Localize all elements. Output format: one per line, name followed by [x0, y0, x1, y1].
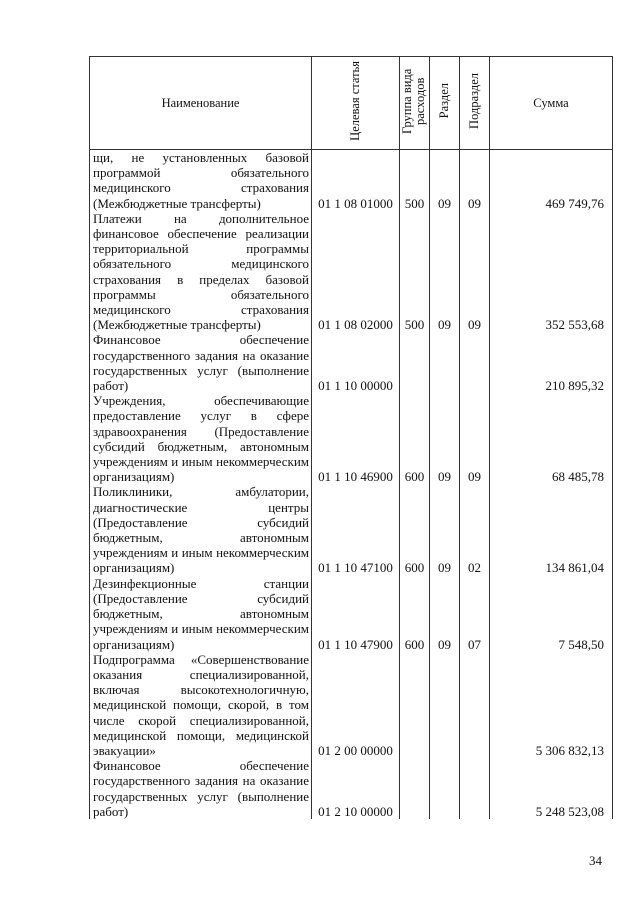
table-row	[90, 150, 613, 211]
row-group	[400, 758, 430, 819]
row-subsection	[460, 758, 490, 819]
row-subsection: 09	[460, 150, 490, 211]
row-name: Учреждения, обеспечивающие предоставление услуг в сфере здравоохранения (Предоставление субсидий бюджетным, автономным учреждениям и иным некоммерческим организациям)	[90, 393, 312, 484]
budget-table-container	[89, 56, 612, 819]
row-subsection: 09	[460, 393, 490, 484]
header-section	[430, 57, 460, 150]
table-row	[90, 576, 613, 652]
budget-table	[89, 56, 613, 819]
header-group-label: Группа вида расходов	[400, 68, 428, 134]
row-section	[430, 758, 460, 819]
table-row	[90, 332, 613, 393]
row-subsection	[460, 332, 490, 393]
header-subsection-label: Подраздел	[466, 73, 481, 129]
row-sum: 5 306 832,13	[490, 652, 613, 758]
table-row	[90, 211, 613, 333]
table-row	[90, 652, 613, 758]
row-sum: 210 895,32	[490, 332, 613, 393]
row-name: Дезинфекционные станции (Предоставление субсидий бюджетным, автономным учреждениям и иным некоммерческим организациям)	[90, 576, 312, 652]
row-group: 600	[400, 393, 430, 484]
table-row	[90, 393, 613, 484]
header-subsection	[460, 57, 490, 150]
row-target: 01 2 10 00000	[312, 758, 400, 819]
row-name: Подпрограмма «Совершенствование оказания специализированной, включая высокотехнологичную, медицинской помощи, скорой, в том числе скорой специализированной, медицинской помощи, медицинской эвакуации»	[90, 652, 312, 758]
row-subsection: 02	[460, 484, 490, 575]
row-section: 09	[430, 150, 460, 211]
table-row	[90, 758, 613, 819]
row-target: 01 1 10 00000	[312, 332, 400, 393]
row-group: 600	[400, 484, 430, 575]
row-group	[400, 332, 430, 393]
header-section-label: Раздел	[436, 83, 451, 119]
row-name: щи, не установленных базовой программой обязательного медицинского страхования (Межбюджетные трансферты)	[90, 150, 312, 211]
table-header-row	[90, 57, 613, 150]
row-section	[430, 652, 460, 758]
row-name: Платежи на дополнительное финансовое обеспечение реализации территориальной программы обязательного медицинского страхования в пределах базовой программы обязательного медицинского страхования (Межбюджетные трансферты)	[90, 211, 312, 333]
row-sum: 7 548,50	[490, 576, 613, 652]
row-sum: 134 861,04	[490, 484, 613, 575]
row-name: Поликлиники, амбулатории, диагностические центры (Предоставление субсидий бюджетным, автономным учреждениям и иным некоммерческим организациям)	[90, 484, 312, 575]
row-section: 09	[430, 484, 460, 575]
row-name: Финансовое обеспечение государственного задания на оказание государственных услуг (выполнение работ)	[90, 758, 312, 819]
row-subsection: 09	[460, 211, 490, 333]
header-target-label: Целевая статья	[347, 61, 362, 141]
row-target: 01 1 10 47900	[312, 576, 400, 652]
row-section: 09	[430, 393, 460, 484]
row-target: 01 1 10 46900	[312, 393, 400, 484]
header-name	[90, 57, 312, 150]
row-sum: 352 553,68	[490, 211, 613, 333]
row-group: 500	[400, 211, 430, 333]
row-sum: 5 248 523,08	[490, 758, 613, 819]
row-target: 01 1 10 47100	[312, 484, 400, 575]
row-subsection	[460, 652, 490, 758]
row-target: 01 2 00 00000	[312, 652, 400, 758]
row-sum: 68 485,78	[490, 393, 613, 484]
table-row	[90, 484, 613, 575]
row-target: 01 1 08 01000	[312, 150, 400, 211]
row-section: 09	[430, 576, 460, 652]
row-target: 01 1 08 02000	[312, 211, 400, 333]
header-group	[400, 57, 430, 150]
row-subsection: 07	[460, 576, 490, 652]
row-section: 09	[430, 211, 460, 333]
row-group: 600	[400, 576, 430, 652]
row-sum: 469 749,76	[490, 150, 613, 211]
header-target	[312, 57, 400, 150]
page-number: 34	[589, 853, 602, 868]
row-group: 500	[400, 150, 430, 211]
header-sum-label: Сумма	[533, 95, 569, 110]
header-sum	[490, 57, 613, 150]
row-group	[400, 652, 430, 758]
row-section	[430, 332, 460, 393]
header-name-label: Наименование	[161, 95, 240, 110]
row-name: Финансовое обеспечение государственного задания на оказание государственных услуг (выполнение работ)	[90, 332, 312, 393]
